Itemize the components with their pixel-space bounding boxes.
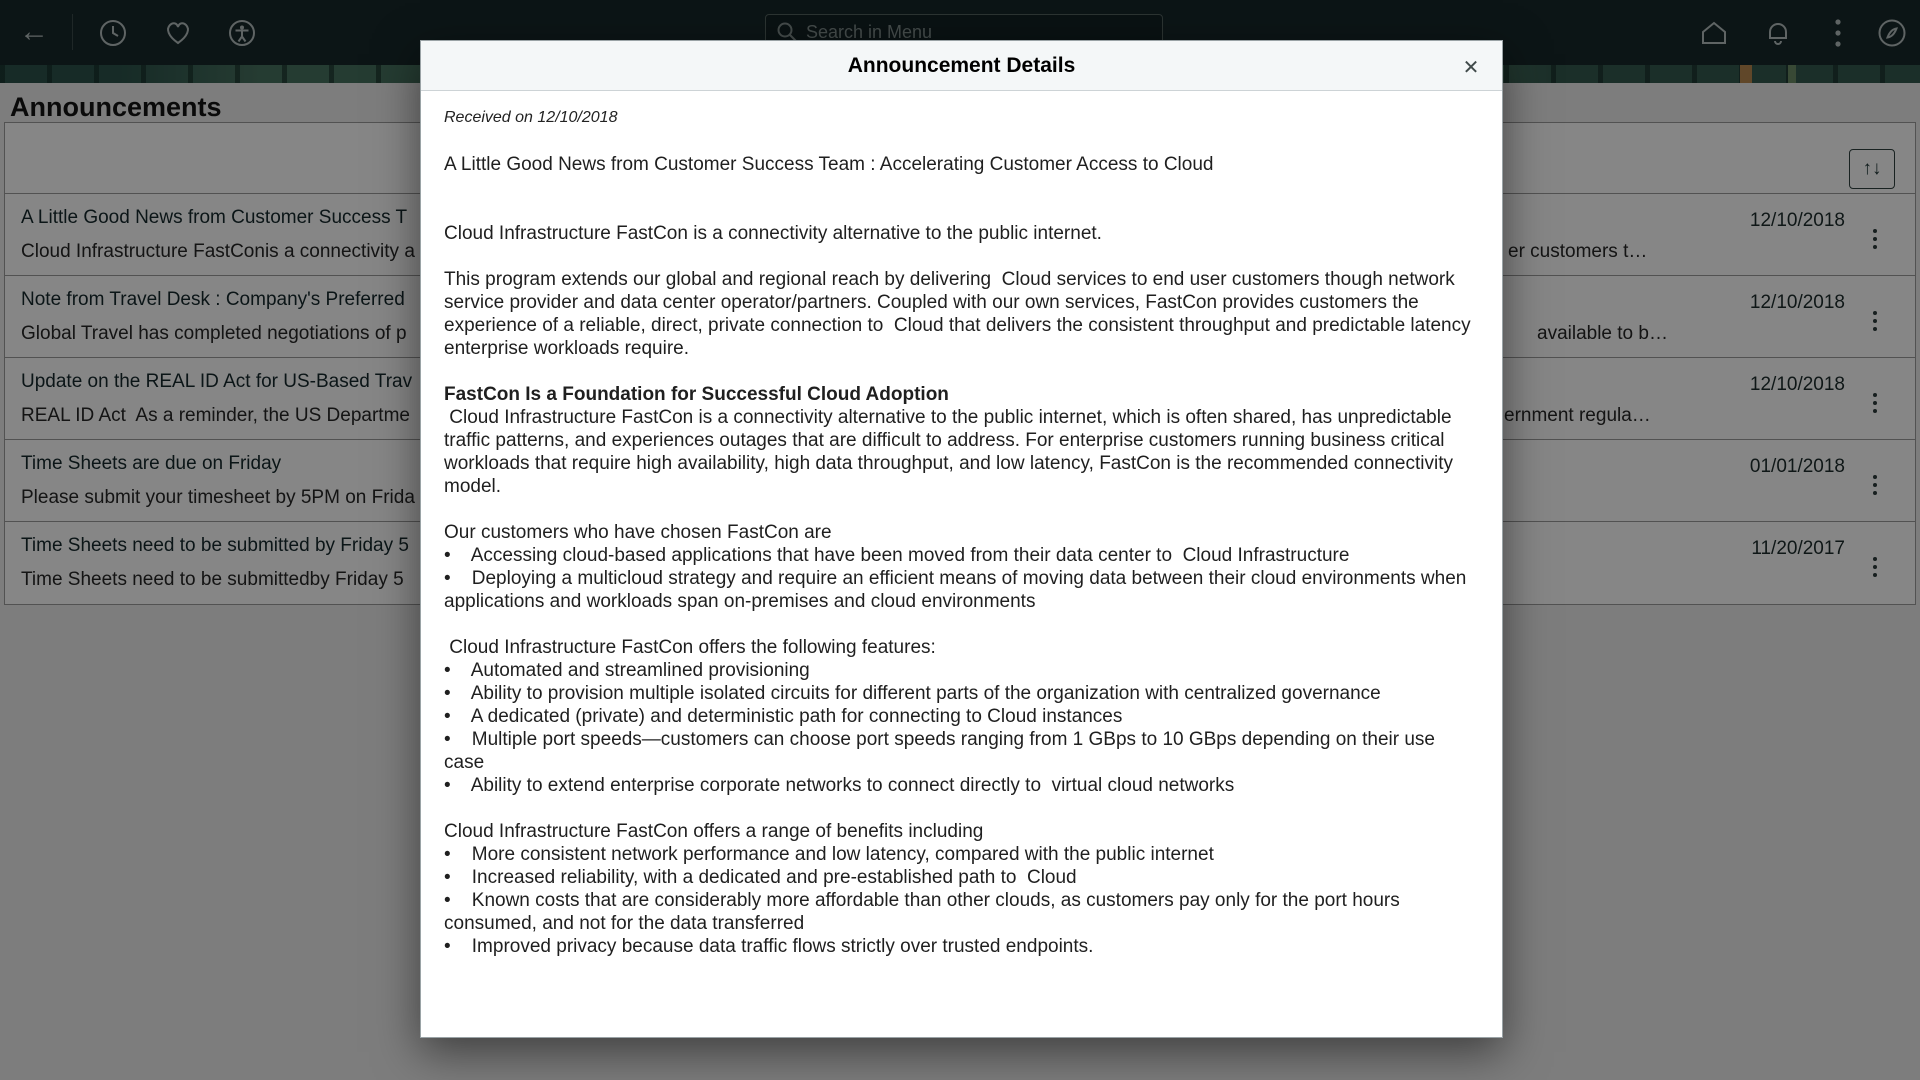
announcement-paragraph: A Little Good News from Customer Success Team : Accelerating Customer Access to Cloud (444, 154, 1214, 175)
announcement-title: Time Sheets are due on Friday (21, 453, 282, 474)
announcement-paragraph: • Automated and streamlined provisioning (444, 660, 810, 681)
received-date-label: Received on 12/10/2018 (444, 109, 618, 126)
modal-header (421, 41, 1502, 91)
announcement-date: 11/20/2017 (1751, 538, 1845, 559)
paragraph-spacer (444, 199, 1480, 222)
announcement-preview-tail: er customers t… (1508, 241, 1648, 262)
back-button[interactable]: ← (12, 12, 56, 52)
paragraph-spacer (444, 797, 1480, 820)
announcement-title: Note from Travel Desk : Company's Preferred (21, 289, 405, 310)
announcement-paragraph: • Known costs that are considerably more affordable than other clouds, as customers pay only for the port hours consumed, and not for the data transferred (444, 890, 1406, 934)
close-icon[interactable]: ✕ (1456, 52, 1486, 82)
announcement-paragraph: Cloud Infrastructure FastCon is a connectivity alternative to the public internet, which is often shared, has unpredictable traffic patterns, and experiences outages that are difficult to address. For enterprise customers running business critical workloads that require high availability, high data throughput, and low latency, FastCon is the recommended connectivity model. (444, 407, 1459, 497)
modal-body (421, 91, 1502, 958)
announcement-paragraph: Cloud Infrastructure FastCon offers the following features: (444, 637, 936, 658)
announcement-preview: REAL ID Act As a reminder, the US Departme (21, 405, 410, 426)
announcement-paragraph: • Increased reliability, with a dedicated and pre-established path to Cloud (444, 867, 1077, 888)
announcement-paragraph: • Deploying a multicloud strategy and require an efficient means of moving data between their cloud environments when applications and workloads span on-premises and cloud environments (444, 568, 1472, 612)
paragraph-spacer (444, 360, 1480, 383)
announcement-paragraph: • Accessing cloud-based applications that have been moved from their data center to Cloud Infrastructure (444, 545, 1350, 566)
announcement-paragraph: • Improved privacy because data traffic flows strictly over trusted endpoints. (444, 936, 1094, 957)
page-title: Announcements (10, 92, 222, 122)
announcement-title: Time Sheets need to be submitted by Friday 5 (21, 535, 409, 556)
paragraph-spacer (444, 245, 1480, 268)
announcement-paragraph: • Ability to extend enterprise corporate networks to connect directly to virtual cloud networks (444, 775, 1235, 796)
announcement-details-modal (420, 40, 1503, 1038)
announcement-date: 12/10/2018 (1749, 210, 1845, 231)
announcement-preview-tail: available to b… (1537, 323, 1668, 344)
announcement-paragraph: FastCon Is a Foundation for Successful Cloud Adoption (444, 384, 949, 405)
announcement-paragraph: Cloud Infrastructure FastCon is a connectivity alternative to the public internet. (444, 223, 1102, 244)
announcement-preview: Time Sheets need to be submittedby Friday 5 (21, 569, 404, 590)
announcement-paragraph: This program extends our global and regional reach by delivering Cloud services to end user customers though network service provider and data center operator/partners. Coupled with our own services, FastCon provides customers the experience of a reliable, direct, private connection to Cloud that delivers the consistent throughput and predictable latency enterprise workloads require. (444, 269, 1476, 359)
announcement-date: 12/10/2018 (1749, 292, 1845, 313)
announcement-paragraph: Our customers who have chosen FastCon are (444, 522, 832, 543)
announcement-date: 01/01/2018 (1749, 456, 1845, 477)
announcement-paragraph: • More consistent network performance and low latency, compared with the public internet (444, 844, 1214, 865)
announcement-preview: Cloud Infrastructure FastConis a connectivity a (21, 241, 415, 262)
announcement-date: 12/10/2018 (1749, 374, 1845, 395)
announcement-preview: Global Travel has completed negotiations of p (21, 323, 407, 344)
announcement-preview: Please submit your timesheet by 5PM on Frida (21, 487, 415, 508)
announcement-paragraph: • Multiple port speeds—customers can choose port speeds ranging from 1 GBps to 10 GBps depending on their use case (444, 729, 1441, 773)
announcement-title: A Little Good News from Customer Success T (21, 207, 408, 228)
announcement-preview-tail: ernment regula… (1504, 405, 1651, 426)
announcement-title: Update on the REAL ID Act for US-Based Trav (21, 371, 413, 392)
paragraph-spacer (444, 613, 1480, 636)
announcement-paragraph: • A dedicated (private) and deterministic path for connecting to Cloud instances (444, 706, 1123, 727)
sort-button[interactable]: ↑↓ (1849, 149, 1895, 189)
announcement-paragraph: Cloud Infrastructure FastCon offers a range of benefits including (444, 821, 984, 842)
paragraph-spacer (444, 498, 1480, 521)
paragraph-spacer (444, 176, 1480, 199)
announcement-paragraph: • Ability to provision multiple isolated circuits for different parts of the organization with centralized governance (444, 683, 1381, 704)
modal-title: Announcement Details (847, 53, 1076, 77)
